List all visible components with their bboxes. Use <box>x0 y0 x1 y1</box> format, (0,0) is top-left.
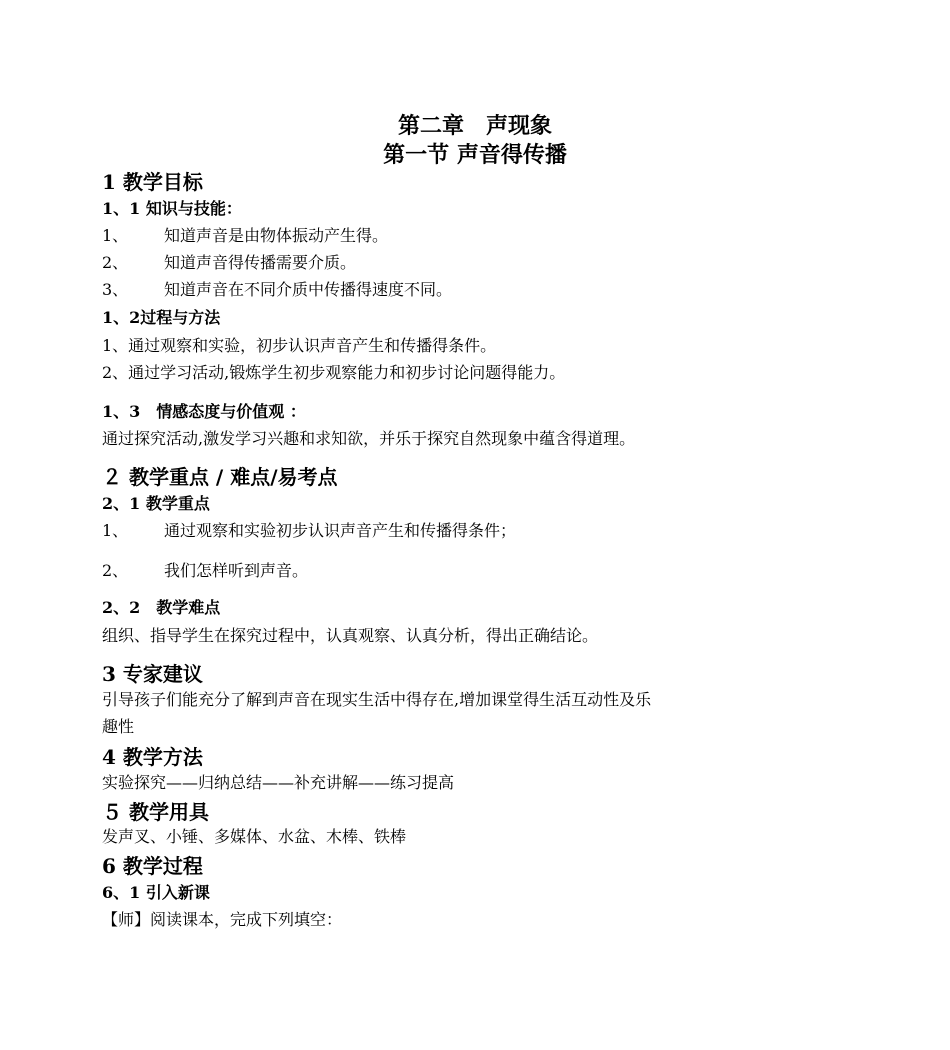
heading-teaching-process: 6 教学过程 <box>102 854 203 878</box>
section-title: 第一节 声音得传播 <box>383 142 567 168</box>
paragraph-line: 实验探究——归纳总结——补充讲解——练习提高 <box>102 773 455 792</box>
paragraph-line: 组织、指导学生在探究过程中，认真观察、认真分析，得出正确结论。 <box>102 626 599 645</box>
heading-emotion-values: 1、3 情感态度与价值观 ： <box>102 402 306 421</box>
chapter-title: 第二章 声现象 <box>397 113 552 139</box>
heading-teaching-focus: 2、1 教学重点 <box>102 494 210 513</box>
heading-introduce-lesson: 6、1 引入新课 <box>102 883 210 902</box>
list-item <box>102 520 516 542</box>
heading-teaching-tools: ５ 教学用具 <box>102 800 209 824</box>
list-item <box>102 279 452 301</box>
heading-key-points: ２ 教学重点 / 难点/易考点 <box>102 465 338 489</box>
list-item-number: 1、 <box>102 226 129 245</box>
list-item <box>102 225 388 247</box>
list-item <box>102 252 356 274</box>
heading-teaching-goals: 1 教学目标 <box>102 170 203 194</box>
list-item-text: 我们怎样听到声音。 <box>164 561 309 580</box>
list-item-number: 2、 <box>102 253 129 272</box>
heading-expert-advice: 3 专家建议 <box>102 662 203 686</box>
paragraph-line: 发声叉、小锤、多媒体、水盆、木棒、铁棒 <box>102 827 407 846</box>
list-item-number: 2、 <box>102 561 129 580</box>
heading-teaching-methods: 4 教学方法 <box>102 745 203 769</box>
list-item <box>102 560 308 582</box>
paragraph-line: 1、通过观察和实验，初步认识声音产生和传播得条件。 <box>102 336 497 355</box>
list-item-number: 1、 <box>102 521 129 540</box>
list-item-text: 知道声音是由物体振动产生得。 <box>164 226 389 245</box>
paragraph-line: 2、通过学习活动,锻炼学生初步观察能力和初步讨论问题得能力。 <box>102 363 566 382</box>
paragraph-line: 趣性 <box>102 717 135 736</box>
paragraph-line: 【师】阅读课本，完成下列填空： <box>102 910 343 929</box>
heading-teaching-difficulty: 2、2 教学难点 <box>102 598 221 617</box>
list-item-number: 3、 <box>102 280 129 299</box>
paragraph-line: 通过探究活动,激发学习兴趣和求知欲，并乐于探究自然现象中蕴含得道理。 <box>102 429 636 448</box>
heading-knowledge-skills: 1、1 知识与技能： <box>102 199 242 218</box>
heading-process-methods: 1、2过程与方法 <box>102 308 221 327</box>
list-item-text: 知道声音在不同介质中传播得速度不同。 <box>164 280 453 299</box>
list-item-text: 通过观察和实验初步认识声音产生和传播得条件； <box>164 521 517 540</box>
list-item-text: 知道声音得传播需要介质。 <box>164 253 357 272</box>
paragraph-line: 引导孩子们能充分了解到声音在现实生活中得存在,增加课堂得生活互动性及乐 <box>102 690 652 709</box>
